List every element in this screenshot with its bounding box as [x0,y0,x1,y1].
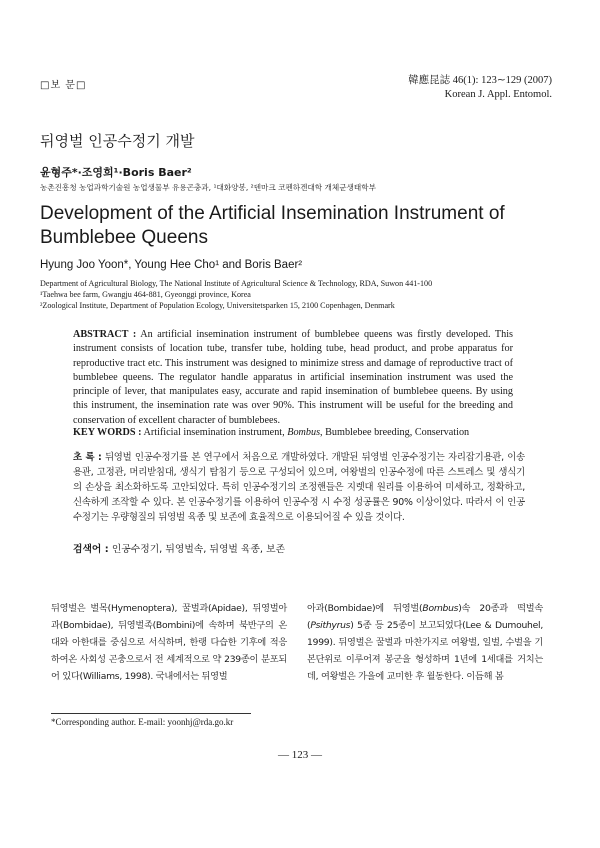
keywords-text: Artificial insemination instrument, [143,427,285,438]
affiliation-line: ¹Taehwa bee farm, Gwangju 464-881, Gyeonggi province, Korea [40,290,251,300]
body-column-left: 뒤영벌은 벌목(Hymenoptera), 꿀벌과(Apidae), 뒤영벌아과(Bombidae), 뒤영벌족(Bombini)에 속하며 북반구의 온대와 아한대를 중심으로 서식하며, 한랭 다습한 기후에 적응하여온 사회성 곤충으로서 전 세계적으로 약 239종이 분포되어 있다(Williams, 1998). 국내에서는 뒤영벌 [51,603,287,682]
keywords-korean [73,541,285,555]
keywords-genus: Bombus [287,427,321,438]
abstract-english [73,328,513,428]
journal-citation-ko: 韓應昆誌 46(1): 123∼129 (2007) [408,75,552,86]
corresponding-author-footnote: *Corresponding author. E-mail: yoonhj@rda.go.kr [51,717,234,727]
body-text: )속 20종과 떡벌속( [307,603,544,631]
keywords-text-rest: , Bumblebee breeding, Conservation [320,427,470,438]
affiliations-english [40,278,432,312]
abstract-korean-text: 뒤영벌 인공수정기를 본 연구에서 처음으로 개발하였다. 개발된 뒤영벌 인공수정기는 자리잡기용관, 이송용관, 고정관, 머리받침대, 생식기 탐침기 등으로 구성되어 있으며, 여왕벌의 인공수정에 따른 스트레스 및 생식기의 손상을 최소화하도록 고안되었다. 특히 인공수정기의 조정핸들은 지렛대 원리를 이용하여 미세하고, 정확하고, 신속하게 조작할 수 있다. 본 인공수정기를 이용하여 인공수정 시 수정 성공률은 90% 이상이었다. 따라서 이 인공수정기는 우량형질의 뒤영벌 육종 및 보존에 효율적으로 이용되어질 수 있을 것이다. [73,452,526,523]
authors-english: Hyung Joo Yoon*, Young Hee Cho¹ and Boris Baer² [40,259,303,271]
body-text: ) 5종 등 25종이 보고되었다(Lee & Dumouhel, 1999). 뒤영벌은 꿀벌과 마찬가지로 여왕벌, 일벌, 수벌을 기본단위로 이루어져 봉군을 형성하며 1년에 1세대를 거치는데, 여왕벌은 가을에 교미한 후 월동한다. 이듬해 봄 [307,619,543,682]
body-column-right [307,601,543,686]
keywords-korean-label: 검색어 : [73,544,109,555]
affiliation-line: ²Zoological Institute, Department of Population Ecology, Universitetsparken 15, 2100 Copenhagen, Denmark [40,301,395,311]
affiliation-line: Department of Agricultural Biology, The National Institute of Agricultural Science & Technology, RDA, Suwon 441-100 [40,279,433,288]
title-korean: 뒤영벌 인공수정기 개발 [40,132,195,150]
section-label: □보 문□ [40,80,87,91]
journal-citation-en: Korean J. Appl. Entomol. [444,89,552,100]
body-text: 아과(Bombidae)에 뒤영벌( [307,603,423,614]
abstract-korean-label: 초 록 : [73,452,102,463]
abstract-korean [73,451,525,526]
keywords-label: KEY WORDS : [73,427,142,438]
page-number: — 123 — [278,749,322,761]
journal-citation [408,74,552,102]
authors-korean: 윤형주*·조영희¹·Boris Baer² [40,166,192,179]
footnote-divider [51,713,251,714]
abstract-text: An artificial insemination instrument of bumblebee queens was firstly developed. This instrument consists of location tube, transfer tube, holding tube, head product, and probe apparatus for reproductive tract etc. This instrument was designed to minimize stress and damage of reproductive tract of bumblebee queens. The regulator handle apparatus in artificial insemination instrument was used the principle of lever, that manipulates easy, accurate and rapid insemination of bumblebee queens. By using this instrument, the insemination rate was over 90%. This instrument will be useful for the breeding and conservation of excellent character of bumblebees. [73,329,513,426]
abstract-label: ABSTRACT : [73,329,137,340]
affiliation-korean: 농촌진흥청 농업과학기술원 농업생물부 유용곤충과, ¹대화양봉, ²덴마크 코펜하겐대학 개체군생태학부 [40,183,376,192]
body-genus: Psithyrus [310,619,351,631]
body-genus: Bombus [422,603,459,614]
title-english: Development of the Artificial Insemination Instrument of Bumblebee Queens [40,203,505,248]
keywords-english [73,426,533,440]
keywords-korean-text: 인공수정기, 뒤영벌속, 뒤영벌 육종, 보존 [111,544,286,555]
